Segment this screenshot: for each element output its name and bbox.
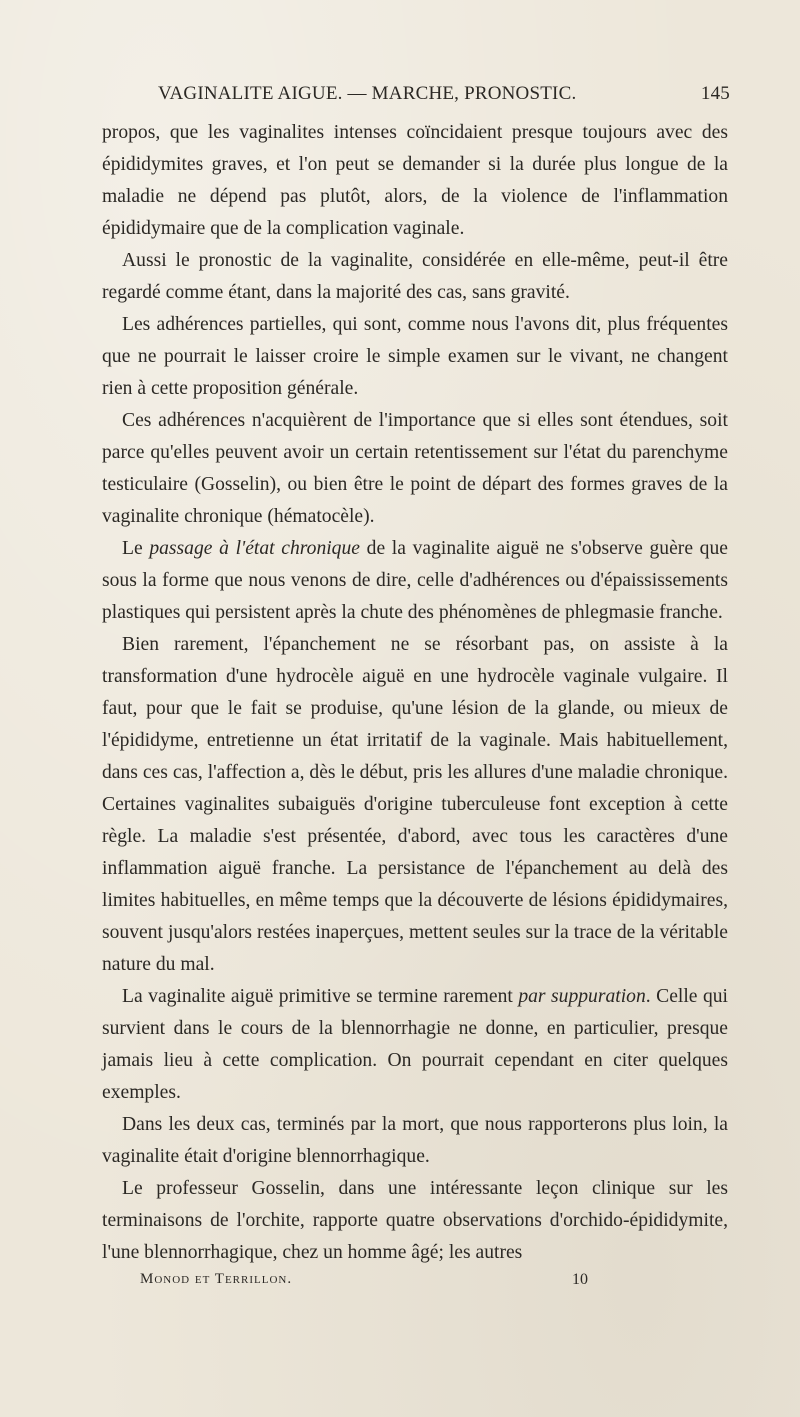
paragraph-5-text: de la vaginalite aiguë ne s'observe guère que sous la forme que nous venons de dire, celle d'adhérences ou d'épaississements plastiques qui persistent après la chute des phénomènes de phlegmasie franche. — [102, 538, 728, 623]
page-header — [100, 83, 730, 111]
paragraph-8-text: Dans les deux cas, terminés par la mort, que nous rapporterons plus loin, la vaginalite était d'origine blennorrhagique. — [102, 1114, 728, 1167]
page-number: 145 — [700, 83, 730, 104]
paragraph-6 — [102, 629, 728, 981]
page-footer — [100, 1271, 730, 1295]
paragraph-7-text: . Celle qui survient dans le cours de la blennorrhagie ne donne, en particulier, presque jamais lieu à cette complication. On pourrait cependant en citer quelques exemples. — [102, 986, 728, 1103]
paragraph-7 — [102, 981, 728, 1109]
running-title: VAGINALITE AIGUE. — MARCHE, PRONOSTIC. — [158, 83, 577, 104]
paragraph-7-lead: La vaginalite aiguë primitive se termine rarement — [122, 986, 519, 1007]
paragraph-3 — [102, 309, 728, 405]
sheet-number: 10 — [572, 1271, 588, 1288]
paragraph-3-text: Les adhérences partielles, qui sont, comme nous l'avons dit, plus fréquentes que ne pourrait le laisser croire le simple examen sur le vivant, ne changent rien à cette proposition générale. — [102, 314, 728, 399]
paragraph-2 — [102, 245, 728, 309]
paragraph-6-text: Bien rarement, l'épanchement ne se résorbant pas, on assiste à la transformation d'une hydrocèle aiguë en une hydrocèle vaginale vulgaire. Il faut, pour que le fait se produise, qu'une lésion de la glande, ou mieux de l'épididyme, entretienne un état irritatif de la vaginale. Mais habituellement, dans ces cas, l'affection a, dès le début, pris les allures d'une maladie chronique. Certaines vaginalites subaiguës d'origine tuberculeuse font exception à cette règle. La maladie s'est présentée, d'abord, avec tous les caractères d'une inflammation aiguë franche. La persistance de l'épanchement au delà des limites habituelles, en même temps que la découverte de lésions épididymaires, souvent jusqu'alors restées inaperçues, mettent seules sur la trace de la véritable nature du mal. — [102, 634, 728, 975]
paragraph-5-lead: Le — [122, 538, 150, 559]
paragraph-4-text: Ces adhérences n'acquièrent de l'importance que si elles sont étendues, soit parce qu'elles peuvent avoir un certain retentissement sur l'état du parenchyme testiculaire (Gosselin), ou bien être le point de départ des formes graves de la vaginalite chronique (hématocèle). — [102, 410, 728, 527]
paragraph-1-text: propos, que les vaginalites intenses coïncidaient presque toujours avec des épididymites graves, et l'on peut se demander si la durée plus longue de la maladie ne dépend pas plutôt, alors, de la violence de l'inflammation épididymaire que de la complication vaginale. — [102, 122, 728, 239]
paragraph-1 — [102, 117, 728, 245]
paragraph-2-text: Aussi le pronostic de la vaginalite, considérée en elle-même, peut-il être regardé comme étant, dans la majorité des cas, sans gravité. — [102, 250, 728, 303]
paragraph-5 — [102, 533, 728, 629]
body-text — [102, 117, 728, 1269]
paragraph-9-text: Le professeur Gosselin, dans une intéressante leçon clinique sur les terminaisons de l'orchite, rapporte quatre observations d'orchido-épididymite, l'une blennorrhagique, chez un homme âgé; les autres — [102, 1178, 728, 1263]
paragraph-9 — [102, 1173, 728, 1269]
paragraph-8 — [102, 1109, 728, 1173]
signature-mark: Monod et Terrillon. — [140, 1271, 293, 1287]
paragraph-7-italic: par suppuration — [518, 986, 646, 1007]
paragraph-4 — [102, 405, 728, 533]
paragraph-5-italic: passage à l'état chronique — [149, 538, 360, 559]
